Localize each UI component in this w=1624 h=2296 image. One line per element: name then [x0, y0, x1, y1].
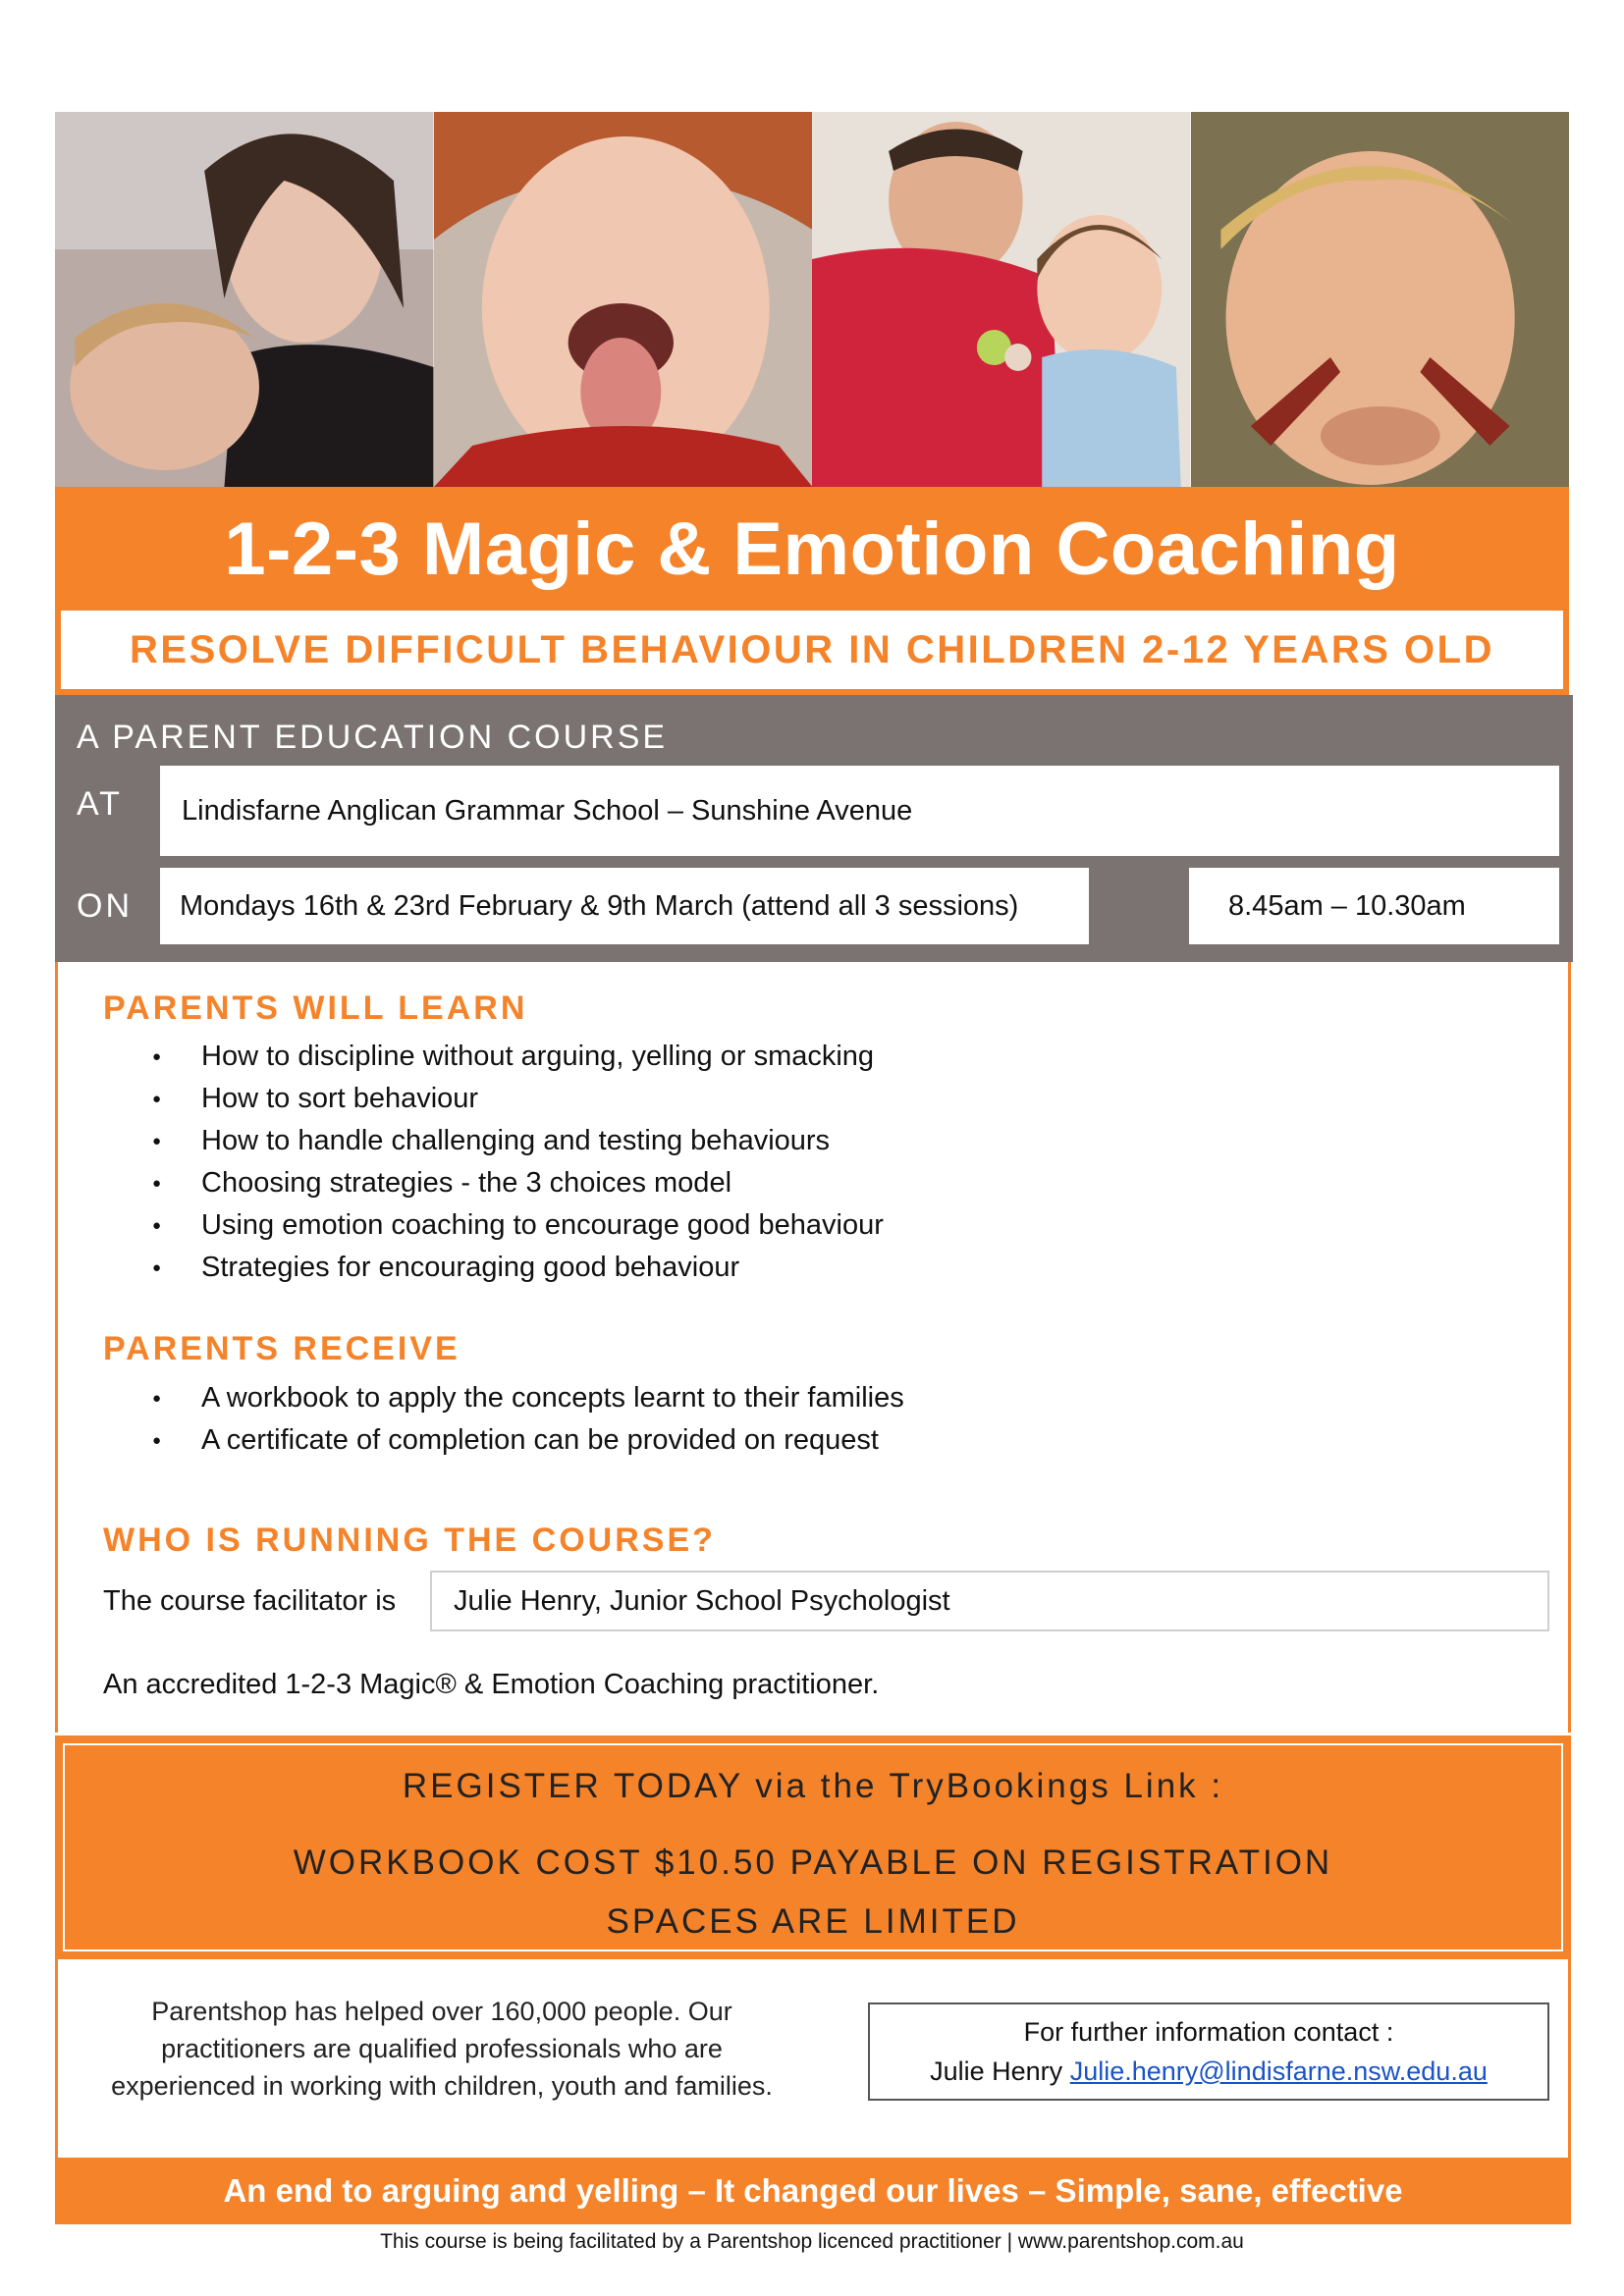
blurb-line: practitioners are qualified professionals who are: [161, 2034, 723, 2063]
photo-strip: [55, 112, 1569, 487]
facilitator-name: Julie Henry, Junior School Psychologist: [454, 1584, 950, 1617]
photo-mother-hugging-child: [55, 112, 434, 487]
time: 8.45am – 10.30am: [1228, 889, 1466, 922]
contact-name: Julie Henry: [930, 2056, 1063, 2086]
list-item: ● Strategies for encouraging good behaviour: [103, 1247, 884, 1289]
photo-boy-winking: [1191, 112, 1570, 487]
at-label: AT: [77, 785, 123, 823]
receive-heading: PARENTS RECEIVE: [103, 1330, 460, 1367]
accreditation-text: An accredited 1-2-3 Magic® & Emotion Coaching practitioner.: [103, 1669, 880, 1700]
workbook-cost-line: WORKBOOK COST $10.50 PAYABLE ON REGISTRATION: [293, 1843, 1333, 1882]
register-box: [63, 1743, 1563, 1951]
title-band: [55, 487, 1569, 611]
footer-text: This course is being facilitated by a Parentshop licenced practitioner | www.parentshop.com.au: [380, 2230, 1244, 2253]
on-label: ON: [77, 887, 133, 925]
page-title: 1-2-3 Magic & Emotion Coaching: [224, 507, 1400, 591]
receive-list: [103, 1377, 904, 1462]
time-box: [1189, 868, 1559, 944]
parentshop-blurb: [88, 1993, 795, 2105]
dates: Mondays 16th & 23rd February & 9th March (attend all 3 sessions): [180, 889, 1019, 922]
learn-heading: PARENTS WILL LEARN: [103, 989, 528, 1027]
course-details-panel: [55, 695, 1573, 962]
blurb-line: experienced in working with children, youth and families.: [111, 2071, 773, 2101]
subtitle-bar: [55, 611, 1569, 695]
subtitle-box: [61, 611, 1563, 689]
blurb-line: Parentshop has helped over 160,000 people. Our: [151, 1997, 732, 2026]
contact-label: For further information contact :: [1023, 2017, 1394, 2047]
tagline: An end to arguing and yelling – It changed our lives – Simple, sane, effective: [223, 2172, 1403, 2209]
tagline-band: [55, 2158, 1571, 2224]
register-line: REGISTER TODAY via the TryBookings Link :: [402, 1767, 1224, 1805]
contact-email-link[interactable]: Julie.henry@lindisfarne.nsw.edu.au: [1069, 2056, 1488, 2086]
spaces-limited-line: SPACES ARE LIMITED: [606, 1902, 1020, 1941]
subtitle: RESOLVE DIFFICULT BEHAVIOUR IN CHILDREN 2-12 YEARS OLD: [130, 627, 1494, 671]
course-heading: A PARENT EDUCATION COURSE: [77, 719, 669, 756]
list-item: ● Choosing strategies - the 3 choices model: [103, 1162, 884, 1204]
list-item: ● Using emotion coaching to encourage good behaviour: [103, 1204, 884, 1247]
dates-box: [160, 868, 1089, 944]
contact-line: [870, 2052, 1547, 2091]
location: Lindisfarne Anglican Grammar School – Sunshine Avenue: [182, 794, 913, 827]
photo-child-sticking-tongue-out: [434, 112, 813, 487]
list-item: ● How to sort behaviour: [103, 1078, 884, 1120]
running-heading: WHO IS RUNNING THE COURSE?: [103, 1522, 716, 1559]
contact-box: [868, 2002, 1549, 2101]
facilitator-box: [430, 1571, 1549, 1631]
list-item: ● How to handle challenging and testing behaviours: [103, 1120, 884, 1162]
list-item: ● A certificate of completion can be provided on request: [103, 1419, 904, 1462]
list-item: ● How to discipline without arguing, yelling or smacking: [103, 1036, 884, 1078]
facilitator-label: The course facilitator is: [103, 1585, 397, 1617]
location-box: [160, 766, 1559, 856]
list-item: ● A workbook to apply the concepts learnt to their families: [103, 1377, 904, 1419]
photo-father-playing-with-toddler: [812, 112, 1191, 487]
register-band: [55, 1735, 1571, 1959]
learn-list: [103, 1036, 884, 1289]
